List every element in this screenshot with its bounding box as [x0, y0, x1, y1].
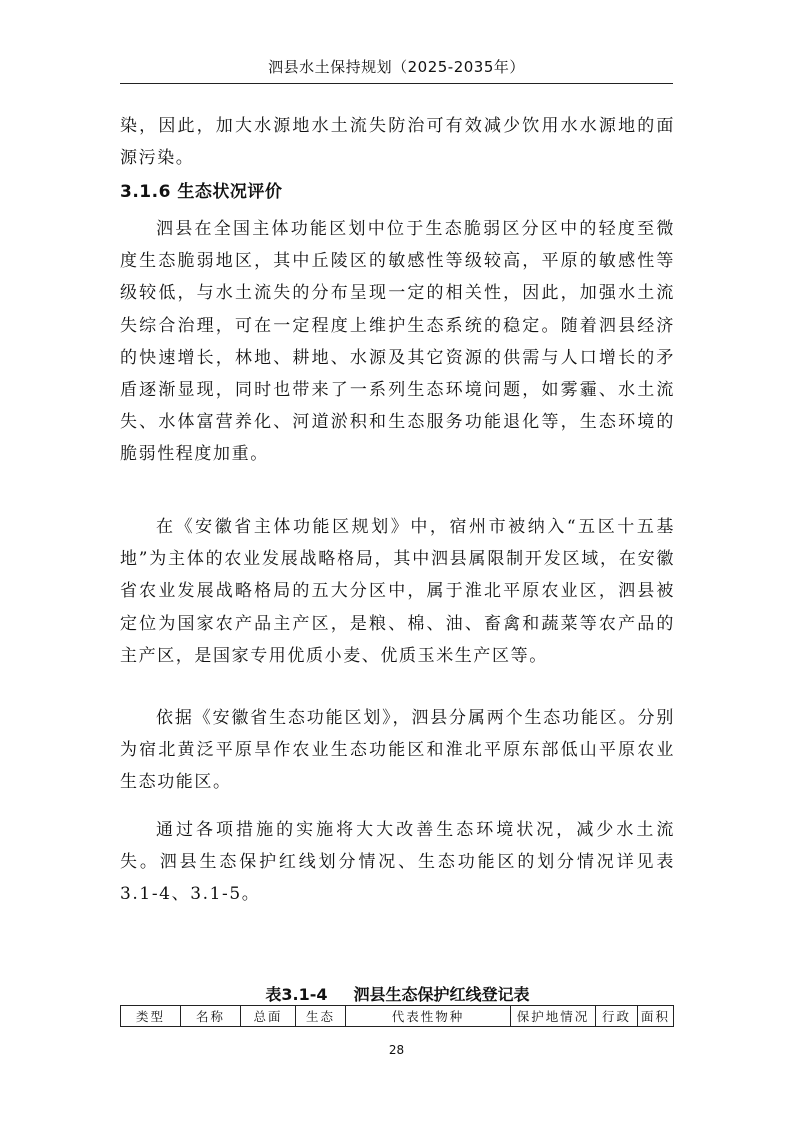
page-number: 28	[388, 1043, 405, 1057]
paragraph-4: 通过各项措施的实施将大大改善生态环境状况，减少水土流失。泗县生态保护红线划分情况、生态功能区的划分情况详见表3.1-4、3.1-5。	[120, 820, 675, 905]
section-heading: 3.1.6 生态状况评价	[120, 182, 283, 202]
header-cell-admin: 行政	[596, 1006, 638, 1027]
header-cell-name: 名称	[181, 1006, 241, 1027]
header-cell-species: 代表性物种	[346, 1006, 511, 1027]
table-header-row	[121, 1006, 674, 1027]
paragraph-2: 在《安徽省主体功能区规划》中，宿州市被纳入“五区十五基地”为主体的农业发展战略格局，其中泗县属限制开发区域，在安徽省农业发展战略格局的五大分区中，属于淮北平原农业区，泗县被定位为国家农产品主产区，是粮、棉、油、畜禽和蔬菜等农产品的主产区，是国家专用优质小麦、优质玉米生产区等。	[120, 517, 675, 666]
header-cell-total-area: 总面	[241, 1006, 296, 1027]
continuation-paragraph: 染，因此，加大水源地水土流失防治可有效减少饮用水水源地的面源污染。	[120, 116, 675, 169]
header-cell-area: 面积	[638, 1006, 674, 1027]
header-cell-type: 类型	[121, 1006, 181, 1027]
table-caption-title: 泗县生态保护红线登记表	[353, 985, 530, 1004]
header-cell-protected-area: 保护地情况	[511, 1006, 596, 1027]
header-divider	[120, 83, 673, 84]
paragraph-3: 依据《安徽省生态功能区划》，泗县分属两个生态功能区。分别为宿北黄泛平原旱作农业生态功能区和淮北平原东部低山平原农业生态功能区。	[120, 708, 675, 793]
header-cell-ecology: 生态	[296, 1006, 346, 1027]
table-caption	[120, 982, 675, 1005]
running-header: 泗县水土保持规划（2025-2035年）	[268, 58, 525, 76]
redline-register-table	[120, 1005, 674, 1027]
table-caption-number: 表3.1-4	[265, 985, 328, 1004]
paragraph-1: 泗县在全国主体功能区划中位于生态脆弱区分区中的轻度至微度生态脆弱地区，其中丘陵区的敏感性等级较高，平原的敏感性等级较低，与水土流失的分布呈现一定的相关性，因此，加强水土流失综合治理，可在一定程度上维护生态系统的稳定。随着泗县经济的快速增长，林地、耕地、水源及其它资源的供需与人口增长的矛盾逐渐显现，同时也带来了一系列生态环境问题，如雾霾、水土流失、水体富营养化、河道淤积和生态服务功能退化等，生态环境的脆弱性程度加重。	[120, 219, 675, 465]
